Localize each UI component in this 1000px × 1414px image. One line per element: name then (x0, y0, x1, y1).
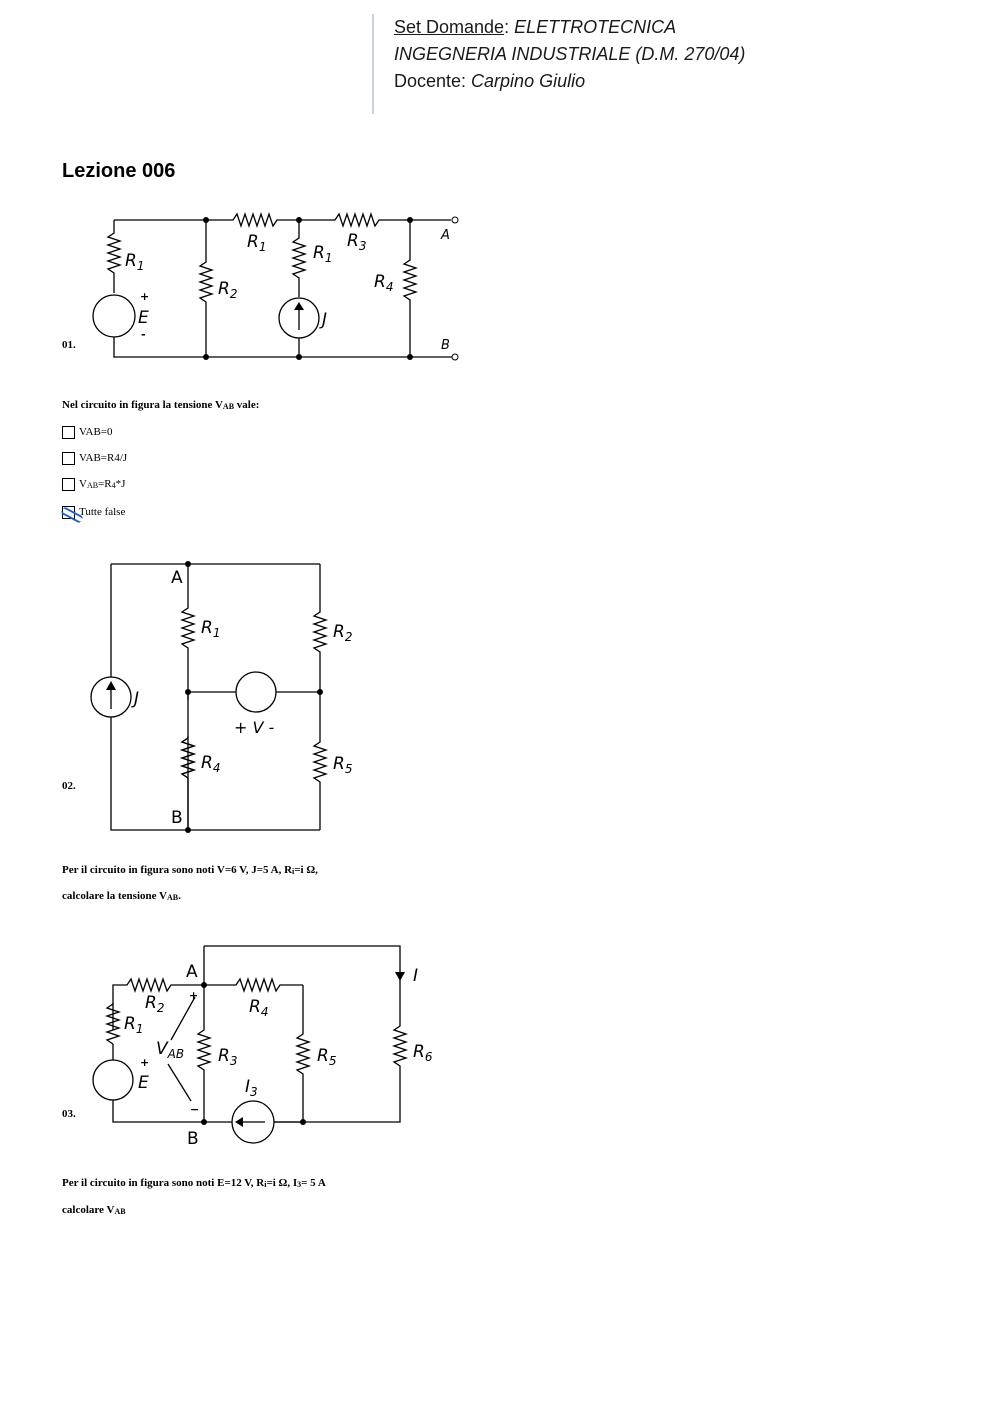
set-label: Set Domande (394, 17, 505, 37)
q3-r6-letter: R (413, 1042, 425, 1062)
q1-a-label: A (441, 228, 450, 243)
q3-vab-minus: − (190, 1103, 200, 1116)
svg-text:R3: $R_3$ (218, 1046, 238, 1068)
q2-number: 02. (62, 780, 76, 792)
q3-e-label: E (138, 1073, 149, 1093)
teacher-line (394, 68, 745, 95)
q2-b-label: B (171, 808, 183, 828)
q2-j-label: J (134, 689, 140, 709)
q3-r4-letter: R (249, 997, 261, 1017)
q3-b-label: B (187, 1129, 199, 1149)
svg-text:R6: $R_6$ (413, 1042, 433, 1064)
svg-text:R5: $R_5$ (333, 754, 353, 776)
course: INGEGNERIA INDUSTRIALE (D.M. 270/04) (394, 44, 746, 64)
subject: ELETTROTECNICA (514, 17, 677, 37)
q1-question: Nel circuito in figura la tensione VAB vale: (62, 399, 260, 411)
svg-text:R3: $R_3$ (347, 231, 367, 253)
svg-text:VAB: $V_{AB}$ (156, 1039, 185, 1061)
q1-option-4[interactable]: Tutte false (62, 504, 125, 520)
q1-r1b-letter: R (247, 232, 259, 252)
q3-question-line-2: calcolare VAB (62, 1204, 126, 1216)
q3-r3-letter: R (218, 1046, 230, 1066)
document-header (372, 14, 745, 114)
q3-r2-letter: R (145, 993, 157, 1013)
q1-option-3[interactable]: V AB =R 4 *J (62, 476, 125, 492)
q1-r2-letter: R (218, 279, 230, 299)
q1-e-label: E (138, 308, 149, 328)
q2-v-label: + V - (234, 718, 275, 737)
svg-text:R1: $R_1$ (247, 232, 267, 254)
q2-r5-letter: R (333, 754, 345, 774)
q2-question-line-1: Per il circuito in figura sono noti V=6 V, J=5 A, Ri=i Ω, (62, 864, 318, 876)
q1-b-label: B (441, 338, 450, 353)
q2-question-line-2: calcolare la tensione VAB. (62, 890, 181, 902)
q1-number: 01. (62, 339, 76, 351)
q2-r4-letter: R (201, 753, 213, 773)
q3-vab-plus: + (189, 989, 199, 1002)
set-line: Set Domande: ELETTROTECNICA (394, 17, 677, 37)
svg-text:R5: $R_5$ (317, 1046, 337, 1068)
q2-r1-letter: R (201, 618, 213, 638)
q3-a-label: A (186, 962, 198, 982)
q1-option-1-checkbox[interactable] (62, 426, 75, 439)
lesson-title: Lezione 006 (62, 160, 176, 182)
svg-text:R2: $R_2$ (218, 279, 238, 301)
q1-r4-letter: R (374, 272, 386, 292)
q3-vab-letter: V (156, 1039, 168, 1059)
q3-r1-letter: R (124, 1014, 136, 1034)
q3-number: 03. (62, 1108, 76, 1120)
svg-text:R1: $R_1$ (124, 1014, 144, 1036)
q1-option-2-checkbox[interactable] (62, 452, 75, 465)
q2-r2-letter: R (333, 622, 345, 642)
teacher-label: Docente: (394, 71, 472, 91)
svg-text:R2: $R_2$ (145, 993, 165, 1015)
q1-option-3-checkbox[interactable] (62, 478, 75, 491)
q1-plus-sign: + (140, 290, 150, 303)
q3-question-line-1: Per il circuito in figura sono noti E=12 V, Ri=i Ω, I3= 5 A (62, 1177, 326, 1189)
q1-minus-sign: - (141, 328, 146, 341)
q1-r1a-letter: R (125, 251, 137, 271)
q3-e-plus: + (140, 1056, 150, 1069)
q1-option-2[interactable]: VAB=R4/J (62, 450, 127, 466)
q3-r5-letter: R (317, 1046, 329, 1066)
q1-r1c-letter: R (313, 243, 325, 263)
course-line (394, 41, 745, 68)
svg-text:R4: $R_4$ (201, 753, 221, 775)
teacher: Carpino Giulio (471, 71, 586, 91)
q2-a-label: A (171, 568, 183, 588)
q1-option-1[interactable]: VAB=0 (62, 424, 113, 440)
svg-text:I3: $I_3$ (245, 1077, 258, 1099)
q1-r3-letter: R (347, 231, 359, 251)
svg-text:R1: $R_1$ (125, 251, 145, 273)
svg-text:R2: $R_2$ (333, 622, 353, 644)
svg-text:R1: $R_1$ (201, 618, 221, 640)
svg-text:R4: $R_4$ (374, 272, 394, 294)
q1-option-4-checkbox[interactable] (62, 506, 75, 519)
svg-text:R1: $R_1$ (313, 243, 333, 265)
q1-j-label: J (322, 310, 328, 330)
q3-i3-letter: I (245, 1077, 251, 1097)
q3-i-label: I (413, 966, 419, 986)
svg-text:R4: $R_4$ (249, 997, 269, 1019)
